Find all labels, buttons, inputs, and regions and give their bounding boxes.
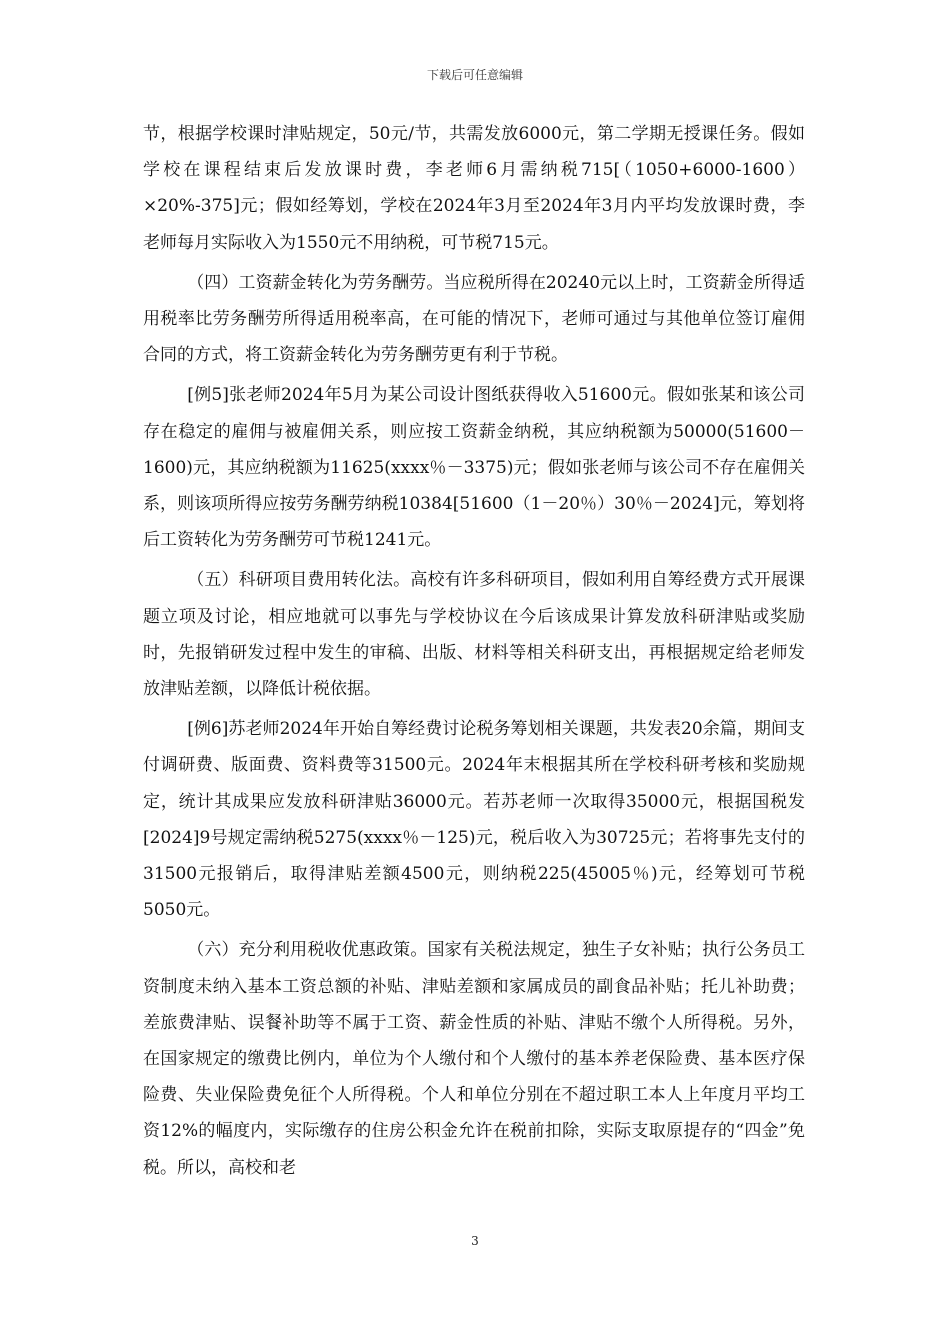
paragraph-2: （四）工资薪金转化为劳务酬劳。当应税所得在20240元以上时，工资薪金所得适用税率比劳务酬劳所得适用税率高，在可能的情况下，老师可通过与其他单位签订雇佣合同的方式，将工资薪金转化为劳务酬劳更有利于节税。 — [143, 272, 805, 366]
page-number: 3 — [471, 1234, 479, 1248]
paragraph-4: （五）科研项目费用转化法。高校有许多科研项目，假如利用自筹经费方式开展课题立项及讨论，相应地就可以事先与学校协议在今后该成果计算发放科研津贴或奖励时，先报销研发过程中发生的审稿、出版、材料等相关科研支出，再根据规定给老师发放津贴差额，以降低计税依据。 — [143, 570, 805, 700]
paragraph-3: [例5]张老师2024年5月为某公司设计图纸获得收入51600元。假如张某和该公司存在稳定的雇佣与被雇佣关系，则应按工资薪金纳税，其应纳税额为50000(51600－1600)元，其应纳税额为11625(xxxx％－3375)元；假如张老师与该公司不存在雇佣关系，则该项所得应按劳务酬劳纳税10384[51600（1－20％）30％－2024]元，筹划将后工资转化为劳务酬劳可节税1241元。 — [143, 385, 805, 551]
paragraph-5: [例6]苏老师2024年开始自筹经费讨论税务筹划相关课题，共发表20余篇，期间支付调研费、版面费、资料费等31500元。2024年末根据其所在学校科研考核和奖励规定，统计其成果应发放科研津贴36000元。若苏老师一次取得35000元，根据国税发[2024]9号规定需纳税5275(xxxx％－125)元，税后收入为30725元；若将事先支付的31500元报销后，取得津贴差额4500元，则纳税225(45005％)元，经筹划可节税5050元。 — [143, 719, 805, 921]
paragraph-1: 节，根据学校课时津贴规定，50元/节，共需发放6000元，第二学期无授课任务。假如学校在课程结束后发放课时费，李老师6月需纳税715[（1050+6000-1600）×20%-375]元；假如经筹划，学校在2024年3月至2024年3月内平均发放课时费，李老师每月实际收入为1550元不用纳税，可节税715元。 — [143, 124, 805, 253]
page-header: 下载后可任意编辑 — [426, 68, 523, 82]
paragraph-6: （六）充分利用税收优惠政策。国家有关税法规定，独生子女补贴；执行公务员工资制度未纳入基本工资总额的补贴、津贴差额和家属成员的副食品补贴；托儿补助费；差旅费津贴、误餐补助等不属于工资、薪金性质的补贴、津贴不缴个人所得税。另外，在国家规定的缴费比例内，单位为个人缴付和个人缴付的基本养老保险费、基本医疗保险费、失业保险费免征个人所得税。个人和单位分别在不超过职工本人上年度月平均工资12%的幅度内，实际缴存的住房公积金允许在税前扣除，实际支取原提存的“四金”免税。所以，高校和老 — [143, 940, 805, 1178]
document-body — [143, 116, 805, 1186]
